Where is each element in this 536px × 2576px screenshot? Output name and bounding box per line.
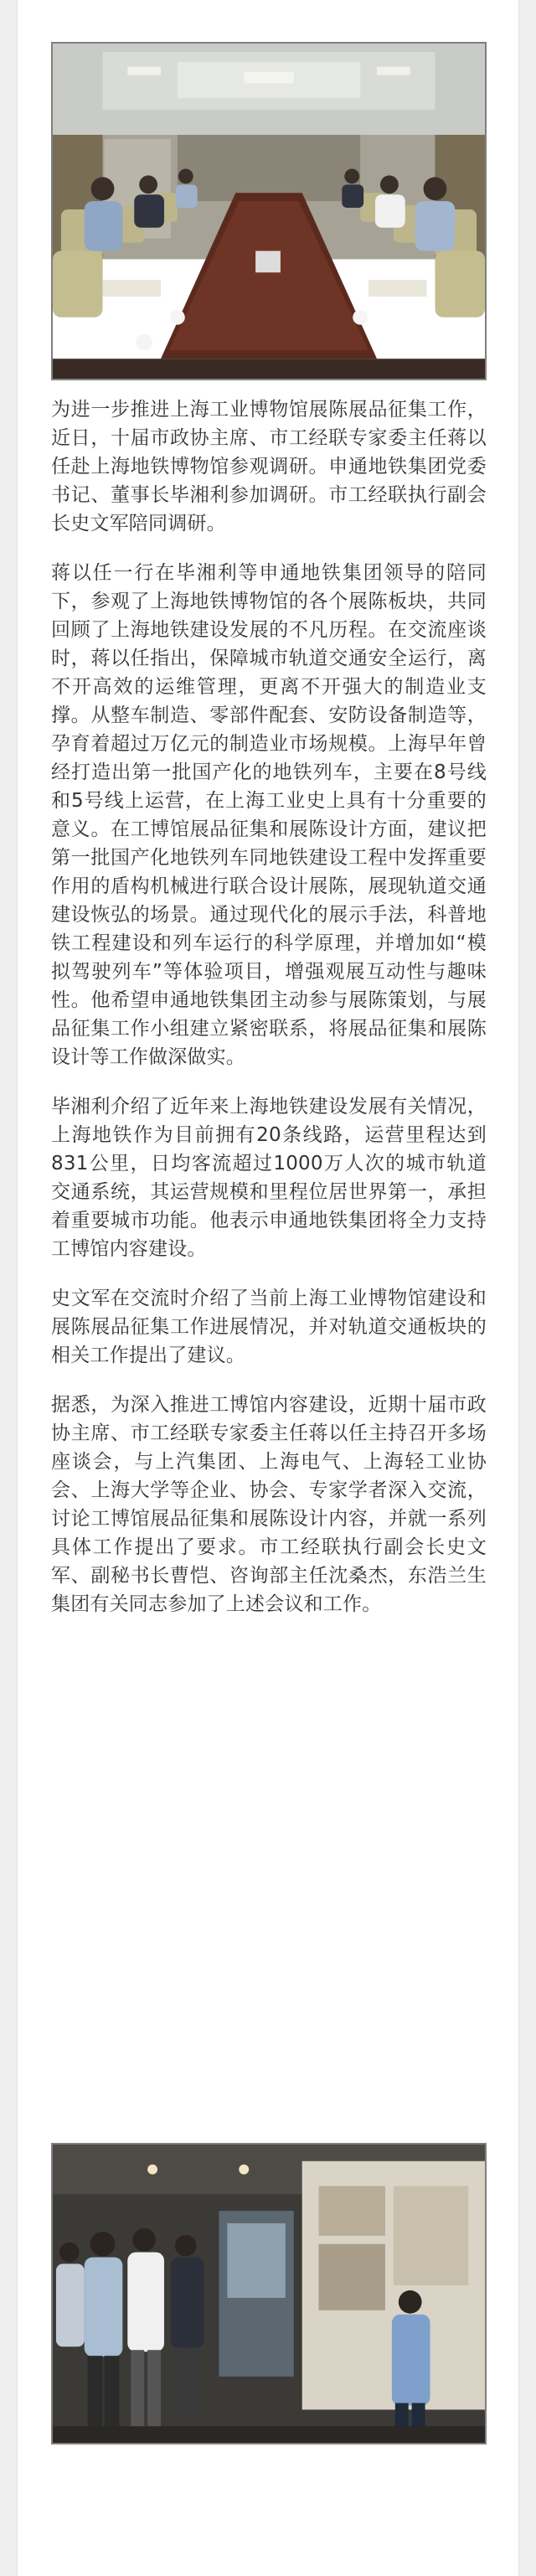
article-text bbox=[51, 395, 487, 1618]
paragraph-5: 据悉，为深入推进工博馆内容建设，近期十届市政协主席、市工经联专家委主任蒋以任主持召开多场座谈会，与上汽集团、上海电气、上海轻工业协会、上海大学等企业、协会、专家学者深入交流，讨论工博馆展品征集和展陈设计内容，并就一系列具体工作提出了要求。市工经联执行副会长史文军、副秘书长曹恺、咨询部主任沈桑杰，东浩兰生集团有关同志参加了上述会议和工作。 bbox=[51, 1394, 487, 1615]
meeting-room-photo bbox=[51, 42, 487, 380]
paragraph-4: 史文军在交流时介绍了当前上海工业博物馆建设和展陈展品征集工作进展情况，并对轨道交通板块的相关工作提出了建议。 bbox=[51, 1288, 487, 1366]
museum-visit-photo bbox=[51, 2143, 487, 2444]
meeting-room-image bbox=[53, 44, 485, 379]
paragraph-3: 毕湘利介绍了近年来上海地铁建设发展有关情况，上海地铁作为目前拥有20条线路，运营里程达到831公里，日均客流超过1000万人次的城市轨道交通系统，其运营规模和里程位居世界第一，承担着重要城市功能。他表示申通地铁集团将全力支持工博馆内容建设。 bbox=[51, 1096, 487, 1260]
article-card bbox=[17, 0, 519, 2576]
paragraph-1: 为进一步推进上海工业博物馆展陈展品征集工作，近日，十届市政协主席、市工经联专家委主任蒋以任赴上海地铁博物馆参观调研。申通地铁集团党委书记、董事长毕湘利参加调研。市工经联执行副会长史文军陪同调研。 bbox=[51, 399, 487, 534]
museum-visit-image bbox=[53, 2145, 485, 2443]
paragraph-2: 蒋以任一行在毕湘利等申通地铁集团领导的陪同下，参观了上海地铁博物馆的各个展陈板块，共同回顾了上海地铁建设发展的不凡历程。在交流座谈时，蒋以任指出，保障城市轨道交通安全运行，离不开高效的运维管理，更离不开强大的制造业支撑。从整车制造、零部件配套、安防设备制造等，孕育着超过万亿元的制造业市场规模。上海早年曾经打造出第一批国产化的地铁列车，主要在8号线和5号线上运营，在上海工业史上具有十分重要的意义。在工博馆展品征集和展陈设计方面，建议把第一批国产化地铁列车同地铁建设工程中发挥重要作用的盾构机械进行联合设计展陈，展现轨道交通建设恢弘的场景。通过现代化的展示手法，科普地铁工程建设和列车运行的科学原理，并增加如“模拟驾驶列车”等体验项目，增强观展互动性与趣味性。他希望申通地铁集团主动参与展陈策划，与展品征集工作小组建立紧密联系，将展品征集和展陈设计等工作做深做实。 bbox=[51, 562, 487, 1068]
